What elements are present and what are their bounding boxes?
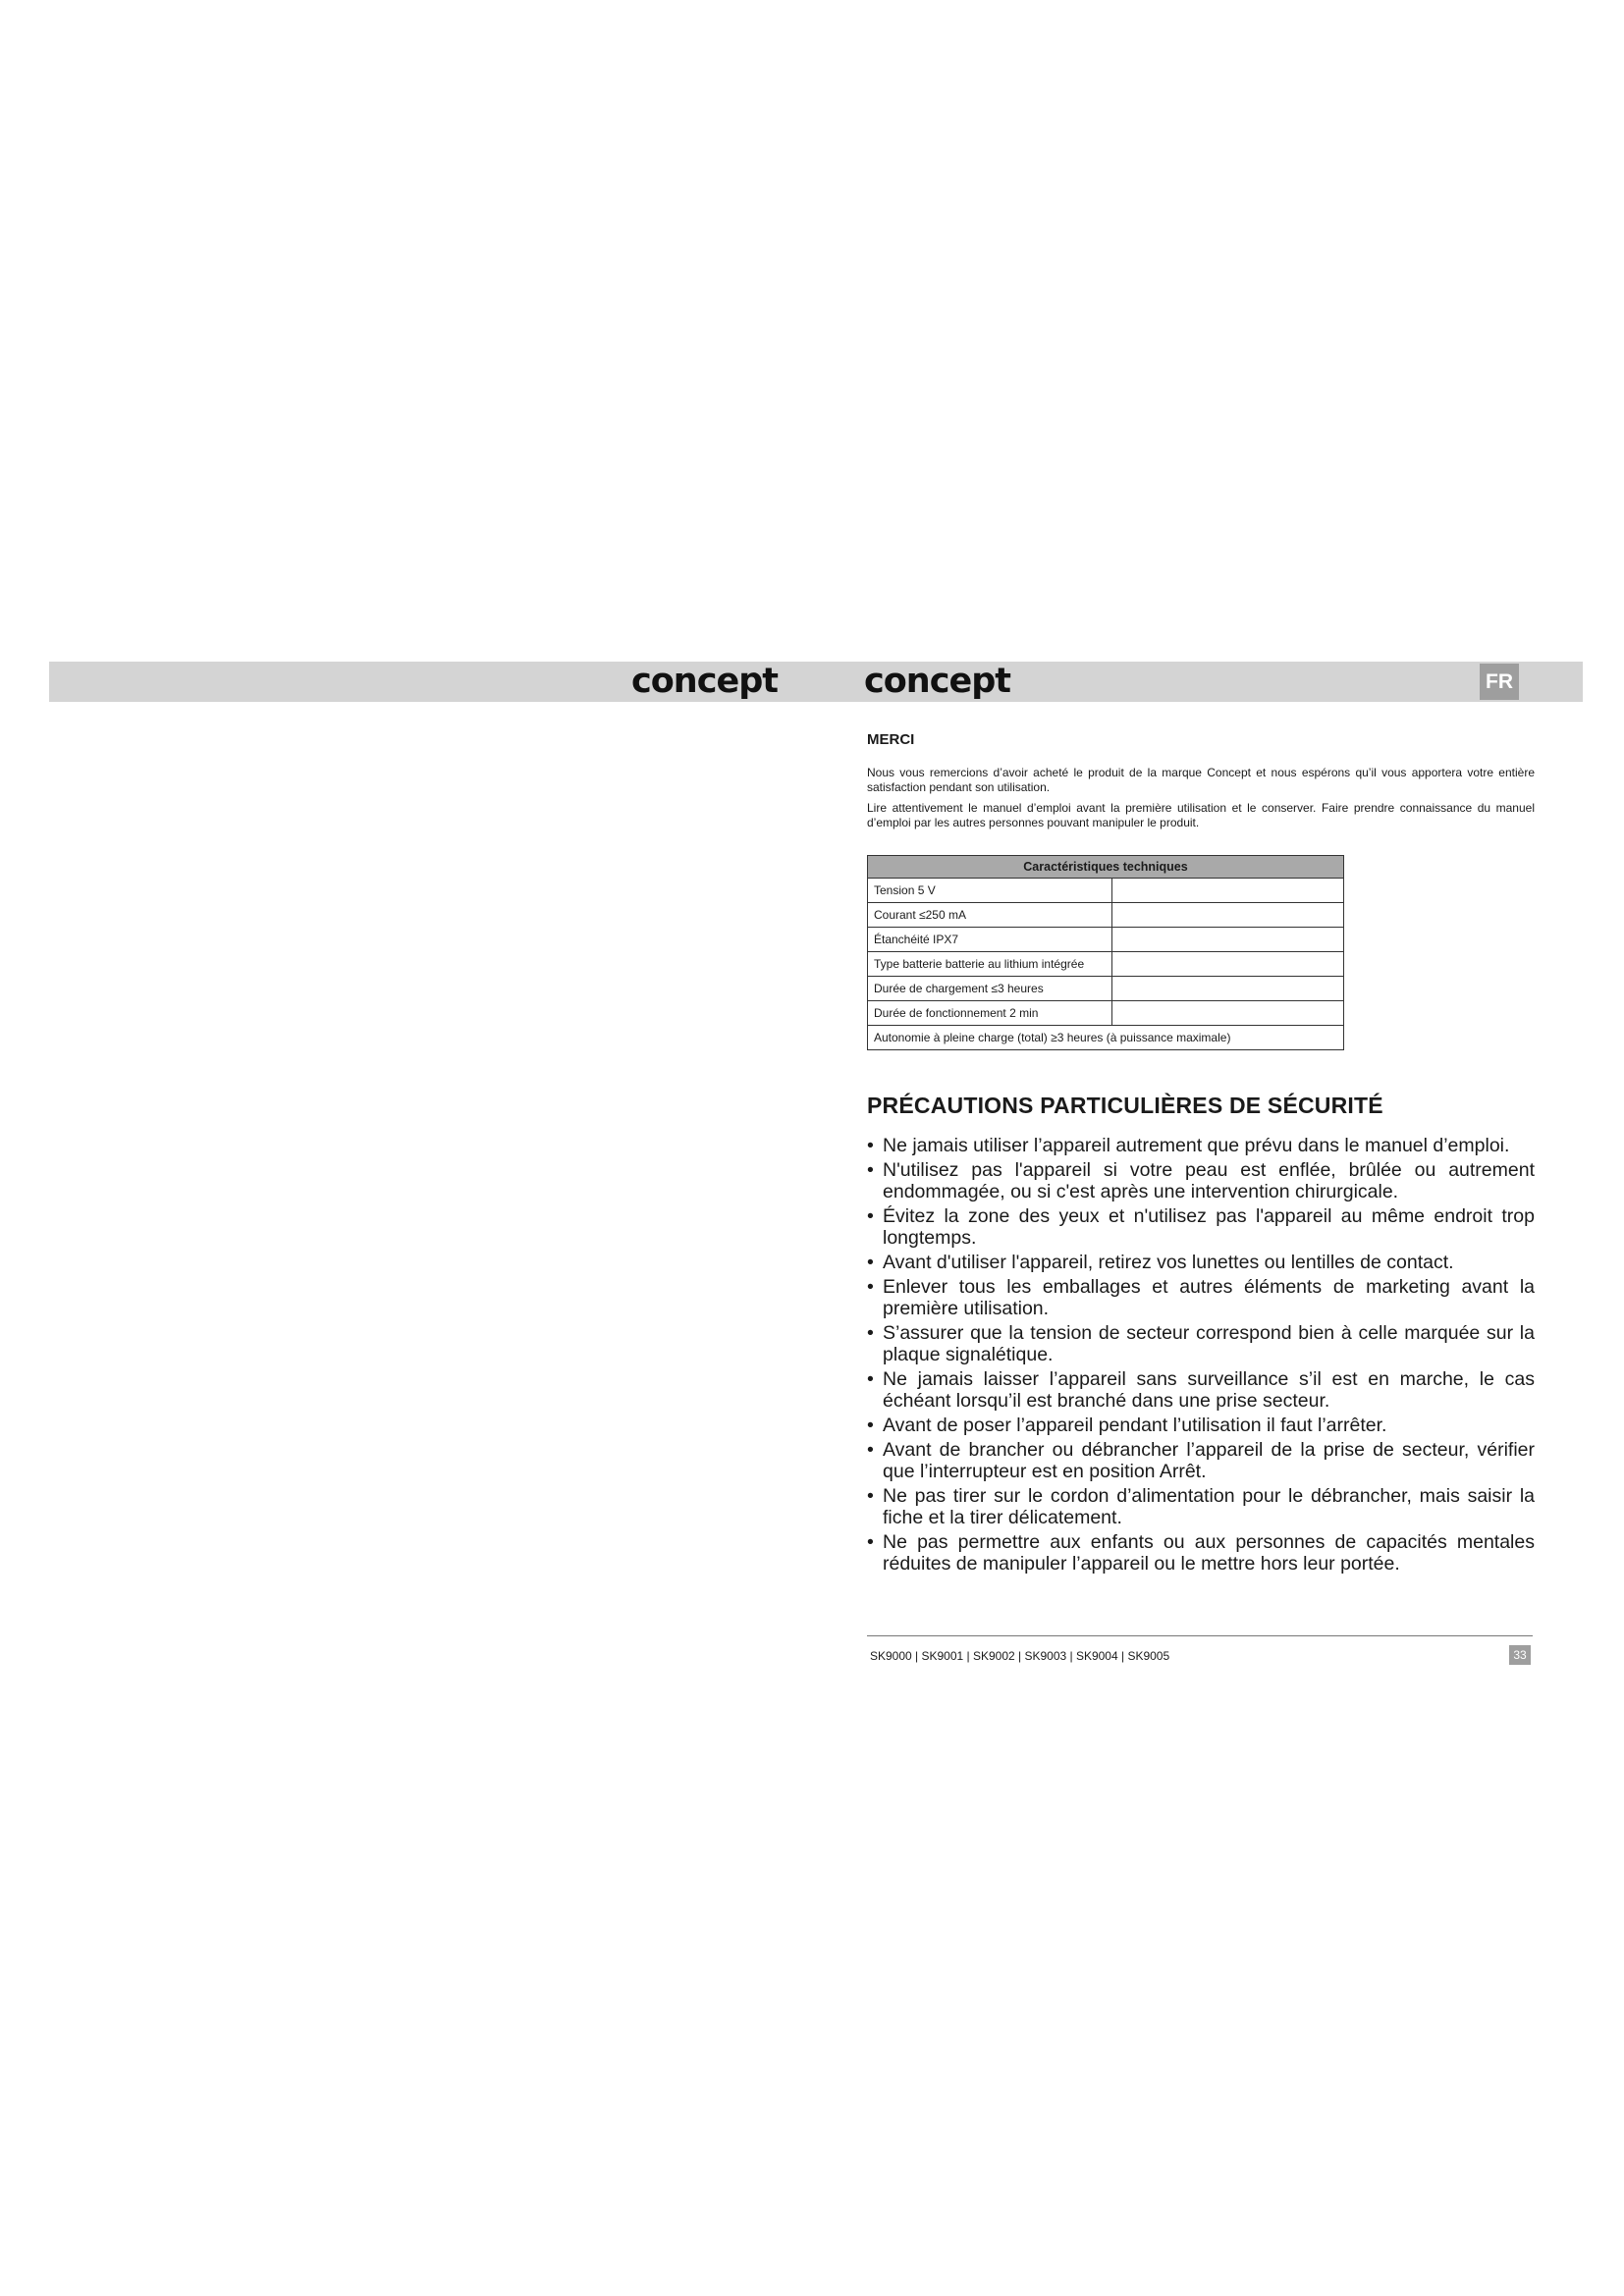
list-item: • Évitez la zone des yeux et n'utilisez pas l'appareil au même endroit trop longtemps.	[867, 1205, 1535, 1249]
list-item: • Enlever tous les emballages et autres éléments de marketing avant la première utilisation.	[867, 1276, 1535, 1319]
brand-logo-right: concept	[864, 662, 1010, 701]
page-content	[867, 731, 1535, 1577]
spec-label: Durée de chargement ≤3 heures	[868, 977, 1112, 1001]
brand-logo-left: concept	[631, 662, 778, 701]
spec-value	[1112, 977, 1344, 1001]
table-row	[868, 952, 1344, 977]
list-item: • N'utilisez pas l'appareil si votre peau est enflée, brûlée ou autrement endommagée, ou si c'est après une intervention chirurgicale.	[867, 1159, 1535, 1202]
intro-title: MERCI	[867, 731, 915, 748]
language-badge: FR	[1480, 664, 1519, 700]
table-row	[868, 1001, 1344, 1026]
safety-title: PRÉCAUTIONS PARTICULIÈRES DE SÉCURITÉ	[867, 1093, 1383, 1118]
table-row	[868, 879, 1344, 903]
spec-label: Courant ≤250 mA	[868, 903, 1112, 928]
intro-paragraph-1: Nous vous remercions d’avoir acheté le produit de la marque Concept et nous espérons qu’il vous apportera votre entière satisfaction pendant son utilisation.	[867, 766, 1535, 794]
list-item: • Ne jamais laisser l’appareil sans surveillance s’il est en marche, le cas échéant lorsqu’il est branché dans une prise secteur.	[867, 1368, 1535, 1412]
header-bar	[49, 662, 1583, 702]
intro-text	[867, 766, 1535, 830]
spec-value	[1112, 903, 1344, 928]
spec-value	[1112, 928, 1344, 952]
table-row	[868, 903, 1344, 928]
spec-label: Durée de fonctionnement 2 min	[868, 1001, 1112, 1026]
table-row	[868, 1026, 1344, 1050]
page-number: 33	[1509, 1645, 1531, 1665]
spec-label: Étanchéité IPX7	[868, 928, 1112, 952]
footer-divider	[867, 1635, 1533, 1636]
list-item: • S’assurer que la tension de secteur correspond bien à celle marquée sur la plaque signalétique.	[867, 1322, 1535, 1365]
safety-list	[867, 1135, 1535, 1575]
spec-label: Type batterie batterie au lithium intégrée	[868, 952, 1112, 977]
footer-models: SK9000 | SK9001 | SK9002 | SK9003 | SK9004 | SK9005	[870, 1649, 1170, 1663]
spec-table-header: Caractéristiques techniques	[868, 856, 1344, 879]
spec-table	[867, 855, 1344, 1050]
list-item: • Avant d'utiliser l'appareil, retirez vos lunettes ou lentilles de contact.	[867, 1252, 1535, 1273]
spec-value	[1112, 879, 1344, 903]
list-item: • Avant de brancher ou débrancher l’appareil de la prise de secteur, vérifier que l’interrupteur est en position Arrêt.	[867, 1439, 1535, 1482]
spec-label: Tension 5 V	[868, 879, 1112, 903]
spec-label-full: Autonomie à pleine charge (total) ≥3 heures (à puissance maximale)	[868, 1026, 1344, 1050]
list-item: • Ne pas permettre aux enfants ou aux personnes de capacités mentales réduites de manipuler l’appareil ou le mettre hors leur portée.	[867, 1531, 1535, 1575]
spec-value	[1112, 1001, 1344, 1026]
table-row	[868, 928, 1344, 952]
list-item: • Ne jamais utiliser l’appareil autrement que prévu dans le manuel d’emploi.	[867, 1135, 1535, 1156]
list-item: • Avant de poser l’appareil pendant l’utilisation il faut l’arrêter.	[867, 1415, 1535, 1436]
list-item: • Ne pas tirer sur le cordon d’alimentation pour le débrancher, mais saisir la fiche et la tirer délicatement.	[867, 1485, 1535, 1528]
table-row	[868, 977, 1344, 1001]
intro-paragraph-2: Lire attentivement le manuel d’emploi avant la première utilisation et le conserver. Faire prendre connaissance du manuel d’emploi par les autres personnes pouvant manipuler le produit.	[867, 801, 1535, 829]
spec-value	[1112, 952, 1344, 977]
